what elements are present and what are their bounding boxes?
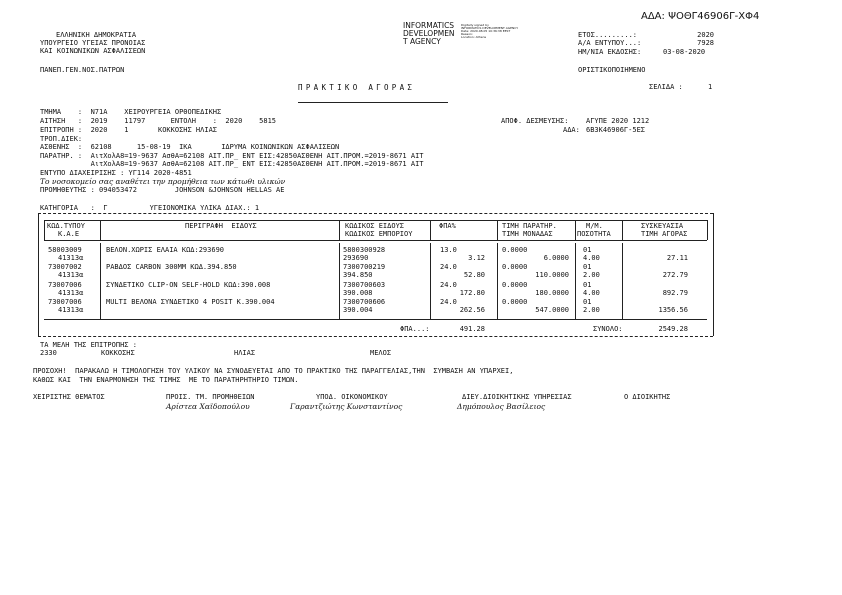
category: ΚΑΤΗΓΟΡΙΑ : Γ ΥΓΕΙΟΝΟΜΙΚΑ ΥΛΙΚΑ ΔΙΑΧ.: 1: [40, 204, 260, 212]
row-description: ΒΕΛΟΝ.ΧΩΡΙΣ ΕΛΑΙΑ ΚΩΔ:293690: [106, 246, 225, 254]
row-kae: 41313α: [58, 254, 84, 262]
row-obs-price: 0.0000: [502, 263, 528, 271]
sum-label: ΣΥΝΟΛΟ:: [593, 325, 623, 333]
col-header-item-code: ΚΩΔΙΚΟΣ ΕΙΔΟΥΣ: [345, 222, 405, 230]
header-bottom-line: [44, 240, 707, 241]
column-divider: [430, 243, 431, 319]
stamp-line-3: T AGENCY: [403, 37, 441, 46]
row-uom: 01: [583, 298, 592, 306]
signature-caseworker: ΧΕΙΡΙΣΤΗΣ ΘΕΜΑΤΟΣ: [33, 393, 105, 401]
stamp-signature-text: Digitally signed by INFORMATICS DEVELOPMENT AGENCY Date: 2020.08.05 10:36:38 EEST Reason: Location: Athens: [461, 23, 519, 40]
signature-finance-deputy: ΥΠΟΔ. ΟΙΚΟΝΟΜΙΚΟΥ: [316, 393, 388, 401]
row-item-code: 7300700219: [343, 263, 386, 271]
table-right-border: [713, 213, 714, 336]
committee-member-id: 2330: [40, 349, 57, 357]
row-item-code: 5800300928: [343, 246, 386, 254]
row-unit-price: 180.0000: [535, 289, 569, 297]
col-header-obs-price: ΤΙΜΗ ΠΑΡΑΤΗΡ.: [502, 222, 557, 230]
row-vat: 24.0: [440, 263, 457, 271]
row-vat: 13.0: [440, 246, 457, 254]
row-quantity: 4.00: [583, 254, 600, 262]
row-vat-amount: 52.80: [463, 271, 485, 279]
row-obs-price: 0.0000: [502, 298, 528, 306]
committee-member-name: ΗΛΙΑΣ: [234, 349, 256, 357]
row-vat: 24.0: [440, 298, 457, 306]
col-header-vat: ΦΠΑ%: [439, 222, 456, 230]
year-label: ΕΤΟΣ.........:: [578, 31, 638, 39]
signature-name-admin: Δημόπουλος Βασίλειος: [457, 402, 546, 411]
row-code: 73007006: [48, 281, 82, 289]
definitive-label: ΟΡΙΣΤΙΚΟΠΟΙΗΜΕΝΟ: [578, 66, 646, 74]
approval-label: ΑΠΟΦ. ΔΕΣΜΕΥΣΗΣ:: [501, 117, 569, 125]
header-divider: [339, 220, 340, 240]
committee-member-role: ΜΕΛΟΣ: [370, 349, 392, 357]
col-header-unit-price: ΤΙΜΗ ΜΟΝΑΔΑΣ: [502, 230, 553, 238]
row-quantity: 2.00: [583, 306, 600, 314]
col-header-quantity: ΠΟΣΟΤΗΤΑ: [577, 230, 611, 238]
row-unit-price: 547.0000: [535, 306, 569, 314]
row-description: MULTI ΒΕΛΟΝΑ ΣΥΝΔΕΤΙΚΟ 4 POSIT Κ.390.004: [106, 298, 275, 306]
table-left-border: [38, 213, 39, 336]
row-uom: 01: [583, 281, 592, 289]
date-label: ΗΜ/ΝΙΑ ΕΚΔΟΣΗΣ:: [578, 48, 642, 56]
col-header-packaging: ΣΥΣΚΕΥΑΣΙΑ: [641, 222, 684, 230]
year-value: 2020: [697, 31, 714, 39]
row-unit-price: 6.0000: [543, 254, 569, 262]
committee-member-surname: ΚΟΚΚΟΣΗΣ: [101, 349, 135, 357]
column-divider: [622, 243, 623, 319]
ada2-value: 6Β3Κ46906Γ-5ΕΣ: [586, 126, 646, 134]
header-divider: [44, 220, 45, 240]
detail-request: ΑΙΤΗΣΗ : 2019 11797 ΕΝΤΟΛΗ : 2020 5815: [40, 117, 277, 125]
detail-management-form: ΕΝΤΥΠΟ ΔΙΑΧΕΙΡΙΣΗΣ : ΥΓ114 2020-4851: [40, 169, 192, 177]
page-number: 1: [708, 83, 713, 91]
detail-trop: ΤΡΟΠ.ΔΙΕΚ:: [40, 135, 83, 143]
row-obs-price: 0.0000: [502, 246, 528, 254]
row-total: 272.79: [662, 271, 688, 279]
row-quantity: 4.00: [583, 289, 600, 297]
row-kae: 41313α: [58, 289, 84, 297]
signature-name-finance: Γαραντζιώτης Κωνσταντίνος: [290, 402, 403, 411]
col-header-trade-code: ΚΩΔΙΚΟΣ ΕΜΠΟΡΙΟΥ: [345, 230, 413, 238]
row-uom: 01: [583, 246, 592, 254]
header-divider: [707, 220, 708, 240]
sum-value: 2549.28: [658, 325, 688, 333]
row-kae: 41313α: [58, 271, 84, 279]
row-total: 1356.56: [658, 306, 688, 314]
ada-code: ΑΔΑ: ΨΟΘΓ46906Γ-ΧΦ4: [641, 11, 760, 22]
row-vat-amount: 3.12: [468, 254, 485, 262]
row-total: 892.79: [662, 289, 688, 297]
header-divider: [622, 220, 623, 240]
col-header-uom: Μ/Μ.: [586, 222, 603, 230]
col-header-purchase-price: ΤΙΜΗ ΑΓΟΡΑΣ: [641, 230, 688, 238]
row-code: 73007002: [48, 263, 82, 271]
detail-patient: ΑΣΘΕΝΗΣ : 62108 15-08-19 ΙΚΑ ΙΔΡΥΜΑ ΚΟΙΝΩΝΙΚΩΝ ΑΣΦΑΛΙΣΕΩΝ: [40, 143, 340, 151]
signature-name-procurement: Αρίστεα Χαϊδοπούλου: [166, 402, 250, 411]
aa-label: Α/Α ΕΝΤΥΠΟΥ...:: [578, 39, 642, 47]
row-obs-price: 0.0000: [502, 281, 528, 289]
page-title: ΠΡΑΚΤΙΚΟ ΑΓΟΡΑΣ: [298, 83, 416, 92]
date-value: 03-08-2020: [663, 48, 706, 56]
header-top-line: [44, 220, 707, 221]
signature-admin-director: ΔΙΕΥ.ΔΙΟΙΚΗΤΙΚΗΣ ΥΠΗΡΕΣΙΑΣ: [462, 393, 572, 401]
row-vat-amount: 262.56: [459, 306, 485, 314]
page-label: ΣΕΛΙΔΑ :: [649, 83, 683, 91]
vat-total-label: ΦΠΑ...:: [400, 325, 430, 333]
signature-procurement-head: ΠΡΟΙΣ. ΤΜ. ΠΡΟΜΗΘΕΙΩΝ: [166, 393, 255, 401]
header-divider: [100, 220, 101, 240]
row-trade-code: 293690: [343, 254, 369, 262]
detail-remarks-2: ΑιτΧολΑ8=19-9637 ΑσθΑ=62108 ΑΙΤ.ΠΡ_ ΕΝΤ ΕΙΣ:42850ΑΣΘΕΝΗ ΑΙΤ.ΠΡΟΜ.=2019-8671 ΑΙΤ: [40, 160, 424, 168]
rows-bottom-line: [44, 319, 707, 320]
title-underline: [298, 102, 448, 103]
row-total: 27.11: [666, 254, 688, 262]
table-top-border: [38, 213, 713, 214]
row-kae: 41313α: [58, 306, 84, 314]
header-divider: [575, 220, 576, 240]
approval-value: ΑΓΥΠΕ 2020 1212: [586, 117, 650, 125]
table-bottom-border: [38, 336, 713, 337]
row-code: 73007006: [48, 298, 82, 306]
detail-remarks-1: ΠΑΡΑΤΗΡ. : ΑιτΧολΑ8=19-9637 ΑσθΑ=62108 ΑΙΤ.ΠΡ_ ΕΝΤ ΕΙΣ:42850ΑΣΘΕΝΗ ΑΙΤ.ΠΡΟΜ.=2019-8671 ΑΙΤ: [40, 152, 424, 160]
detail-committee: ΕΠΙΤΡΟΠΗ : 2020 1 ΚΟΚΚΟΣΗΣ ΗΛΙΑΣ: [40, 126, 218, 134]
handwritten-note: Το νοσοκομείο σας αναθέτει την προμήθεια των κάτωθι υλικών: [40, 177, 286, 186]
ada2-label: ΑΔΑ:: [563, 126, 580, 134]
column-divider: [100, 243, 101, 319]
notice-line-2: ΚΑΘΩΣ ΚΑΙ ΤΗΝ ΕΝΑΡΜΟΝΗΣΗ ΤΗΣ ΤΙΜΗΣ ΜΕ ΤΟ ΠΑΡΑΤΗΡΗΤΗΡΙΟ ΤΙΜΩΝ.: [33, 376, 299, 384]
org-line-3: ΚΑΙ ΚΟΙΝΩΝΙΚΩΝ ΑΣΦΑΛΙΣΕΩΝ: [40, 47, 146, 55]
stamp-line-1: INFORMATICS: [403, 21, 455, 30]
signature-governor: Ο ΔΙΟΙΚΗΤΗΣ: [624, 393, 671, 401]
row-trade-code: 390.004: [343, 306, 373, 314]
notice-line-1: ΠΡΟΣΟΧΗ! ΠΑΡΑΚΑΛΩ Η ΤΙΜΟΛΟΓΗΣΗ ΤΟΥ ΥΛΙΚΟΥ ΝΑ ΣΥΝΟΔΕΥΕΤΑΙ ΑΠΟ ΤΟ ΠΡΑΚΤΙΚΟ ΤΗΣ ΠΑΡΑΓΓΕΛΙΑΣ,ΤΗΝ ΣΥΜΒΑΣΗ ΑΝ ΥΠΑΡΧΕΙ,: [33, 367, 514, 375]
row-trade-code: 390.008: [343, 289, 373, 297]
row-quantity: 2.00: [583, 271, 600, 279]
row-trade-code: 394.850: [343, 271, 373, 279]
stamp-line-2: DEVELOPMEN: [403, 29, 455, 38]
row-item-code: 7300700606: [343, 298, 386, 306]
header-divider: [430, 220, 431, 240]
detail-department: ΤΜΗΜΑ : Ν71Α ΧΕΙΡΟΥΡΓΕΙΑ ΟΡΘΟΠΕΔΙΚΗΣ: [40, 108, 222, 116]
org-line-1: ΕΛΛΗΝΙΚΗ ΔΗΜΟΚΡΑΤΙΑ: [56, 31, 137, 39]
column-divider: [339, 243, 340, 319]
committee-label: ΤΑ ΜΕΛΗ ΤΗΣ ΕΠΙΤΡΟΠΗΣ :: [40, 341, 137, 349]
row-code: 58003009: [48, 246, 82, 254]
row-unit-price: 110.0000: [535, 271, 569, 279]
column-divider: [497, 243, 498, 319]
row-vat: 24.0: [440, 281, 457, 289]
org-line-2: ΥΠΟΥΡΓΕΙΟ ΥΓΕΙΑΣ ΠΡΟΝΟΙΑΣ: [40, 39, 146, 47]
row-description: ΣΥΝΔΕΤΙΚΟ CLIP-ON SELF-HOLD ΚΩΔ:390.008: [106, 281, 271, 289]
supplier: ΠΡΟΜΗΘΕΥΤΗΣ : 094053472 JOHNSON &JOHNSON HELLAS AE: [40, 186, 285, 194]
row-vat-amount: 172.80: [459, 289, 485, 297]
row-item-code: 7300700603: [343, 281, 386, 289]
row-description: ΡΑΒΔΟΣ CARBON 300ΜΜ ΚΩΔ.394.850: [106, 263, 237, 271]
hospital-name: ΠΑΝΕΠ.ΓΕΝ.ΝΟΣ.ΠΑΤΡΩΝ: [40, 66, 125, 74]
header-divider: [497, 220, 498, 240]
col-header-kae: Κ.Α.Ε: [58, 230, 80, 238]
aa-value: 7928: [697, 39, 714, 47]
row-uom: 01: [583, 263, 592, 271]
column-divider: [575, 243, 576, 319]
col-header-description: ΠΕΡΙΓΡΑΦΗ ΕΙΔΟΥΣ: [185, 222, 257, 230]
col-header-code: ΚΩΔ.ΤΥΠΟΥ: [47, 222, 85, 230]
vat-total-value: 491.28: [459, 325, 485, 333]
